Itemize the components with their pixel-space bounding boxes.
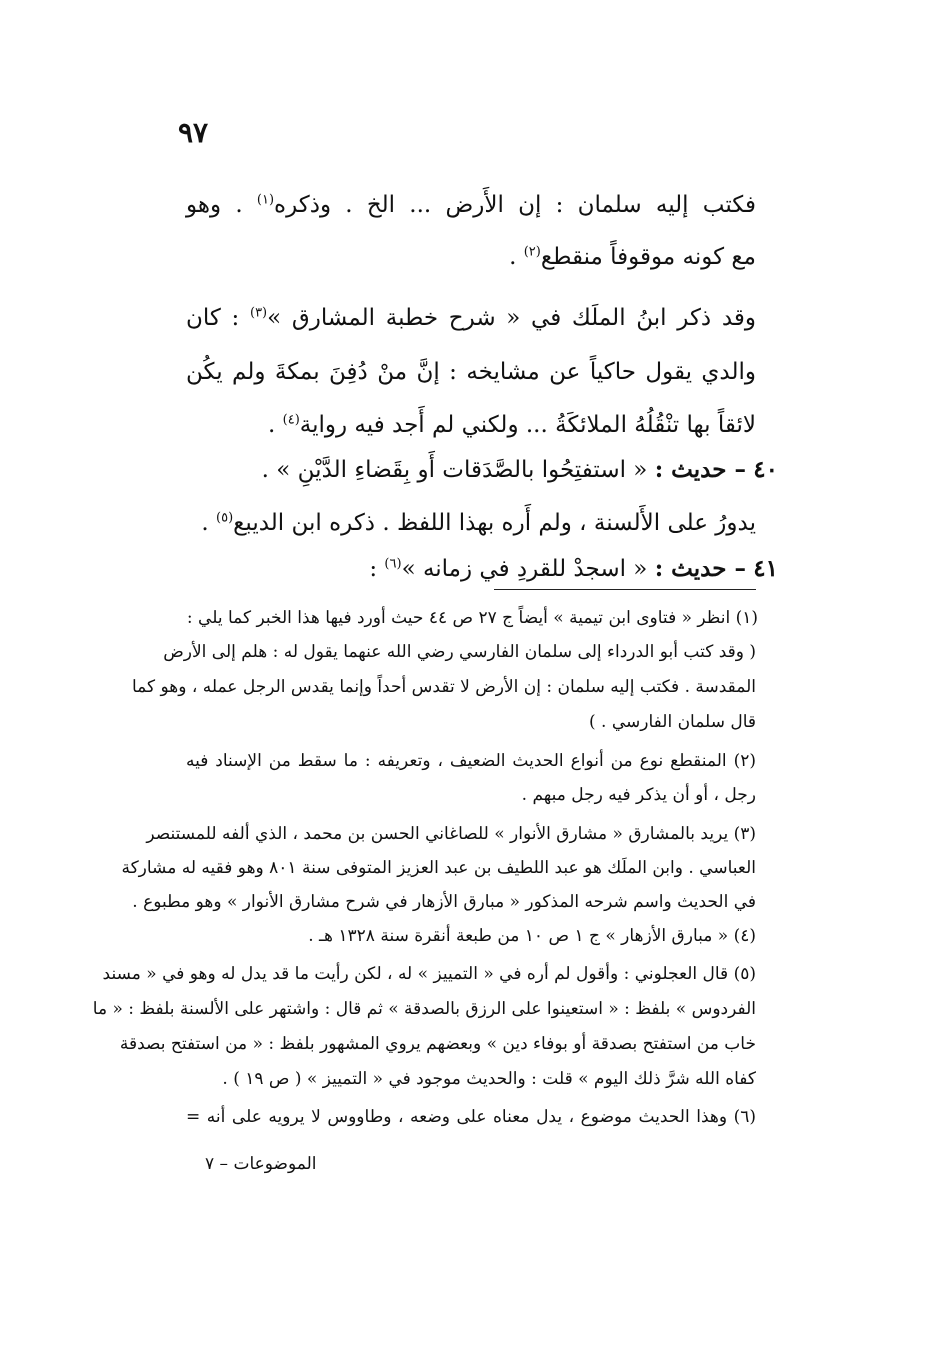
footnote-ref-2: (٢) [523, 244, 541, 260]
hadith-41 [186, 542, 778, 596]
footnote-line: قال سلمان الفارسي . ) [589, 712, 756, 732]
hadith-40-number: ٤٠ [753, 456, 778, 483]
main-line-5-dot: . [268, 412, 276, 438]
main-line-4-text: والدي يقول حاكياً عن مشايخه : إنَّ منْ دُفِنَ بمكةَ ولم يكُن [186, 359, 756, 385]
main-line-4 [186, 345, 756, 399]
main-line-2 [186, 230, 756, 284]
main-line-5-text: لائقاً بها تنْقُلُهُ الملائكَةُ ... ولكني لم أَجد فيه رواية [299, 412, 756, 438]
main-line-7-dot: . [201, 510, 209, 536]
main-line-2-text: مع كونه موقوفاً منقطع [540, 244, 756, 270]
page-number: ٩٧ [178, 116, 209, 149]
hadith-41-label: – حديث : [654, 555, 746, 582]
main-line-1 [186, 178, 756, 232]
main-line-2-dot: . [509, 244, 517, 270]
footnote-line: في الحديث واسم شرحه المذكور « مبارق الأزهار في شرح مشارق الأنوار » وهو مطبوع . [132, 892, 756, 912]
folio-signature: الموضوعات – ٧ [205, 1154, 317, 1174]
hadith-41-text: « اسجدْ للقردِ في زمانه » [401, 556, 648, 582]
footnote-line: (١) انظر « فتاوى ابن تيمية » أيضاً ج ٢٧ ص ٤٤ حيث أورد فيها هذا الخبر كما يلي : [186, 608, 758, 628]
hadith-41-tail: : [369, 556, 378, 582]
footnote-ref-6: (٦) [384, 556, 402, 572]
footnote-line: العباسي . وابن الملَك هو عبد اللطيف بن عبد العزيز المتوفى سنة ٨٠١ وهو فقيه له مشاركة [121, 858, 756, 878]
footnote-line: (٥) قال العجلوني : وأقول لم أره في « التمييز » له ، لكن رأيت ما قد يدل له وهو في « مسند [102, 964, 756, 984]
footnote-ref-4: (٤) [282, 412, 300, 428]
hadith-41-number: ٤١ [753, 555, 778, 582]
footnote-ref-5: (٥) [216, 510, 234, 526]
footnote-line: رجل ، أو أن يذكر فيه رجل مبهم . [521, 785, 756, 805]
footnote-line: (٢) المنقطع نوع من أنواع الحديث الضعيف ، وتعريفه : ما سقط من الإسناد فيه [186, 751, 756, 771]
main-line-1-tail: . وهو [186, 192, 243, 218]
footnote-line: المقدسة . فكتب إليه سلمان : إن الأرض لا تقدس أحداً وإنما يقدس الرجل عمله ، وهو كما [131, 677, 756, 697]
footnote-line: ( وقد كتب أبو الدرداء إلى سلمان الفارسي رضي الله عنهما يقول له : هلم إلى الأرض [163, 642, 756, 662]
footnote-separator [494, 589, 756, 590]
main-line-3-text: وقد ذكر ابنُ الملَك في « شرح خطبة المشارق » [267, 305, 756, 331]
main-line-3 [186, 291, 756, 345]
footnote-ref-3: (٣) [249, 305, 268, 321]
footnote-line: (٦) وهذا الحديث موضوع ، يدل معناه على وضعه ، وطاووس لا يرويه على أنه = [186, 1107, 756, 1127]
footnote-line: (٣) يريد بالمشارق « مشارق الأنوار » للصاغاني الحسن بن محمد ، الذي ألفه للمستنصر [146, 824, 756, 844]
hadith-40-text: « استفتِحُوا بالصَّدَقات أَو بِقَضاءِ الدَّيْنِ » . [261, 457, 648, 483]
footnote-line: (٤) « مبارق الأزهار » ج ١ ص ١٠ من طبعة أنقرة سنة ١٣٢٨ هـ . [308, 926, 756, 946]
footnote-ref-1: (١) [256, 192, 275, 208]
hadith-40 [186, 443, 778, 497]
hadith-40-label: – حديث : [654, 456, 746, 483]
footnote-line: خاب من استفتح بصدقة أو بوفاء دين » وبعضهم يروي المشهور بلفظ : « من استفتح بصدقة [119, 1034, 756, 1054]
footnote-line: كفاه الله شرَّ ذلك اليوم » قلت : والحديث موجود في « التمييز » ( ص ١٩ ) . [222, 1069, 756, 1089]
main-line-3-tail: : كان [186, 305, 240, 331]
footnote-line: الفردوس » بلفظ : « استعينوا على الرزق بالصدقة » ثم قال : واشتهر على الألسنة بلفظ : « ما [92, 999, 756, 1019]
main-line-1-text: فكتب إليه سلمان : إن الأَرض ... الخ . وذكره [274, 192, 757, 218]
main-line-7-text: يدورُ على الأَلسنة ، ولم أَره بهذا اللفظ . ذكره ابن الديبع [233, 510, 756, 536]
